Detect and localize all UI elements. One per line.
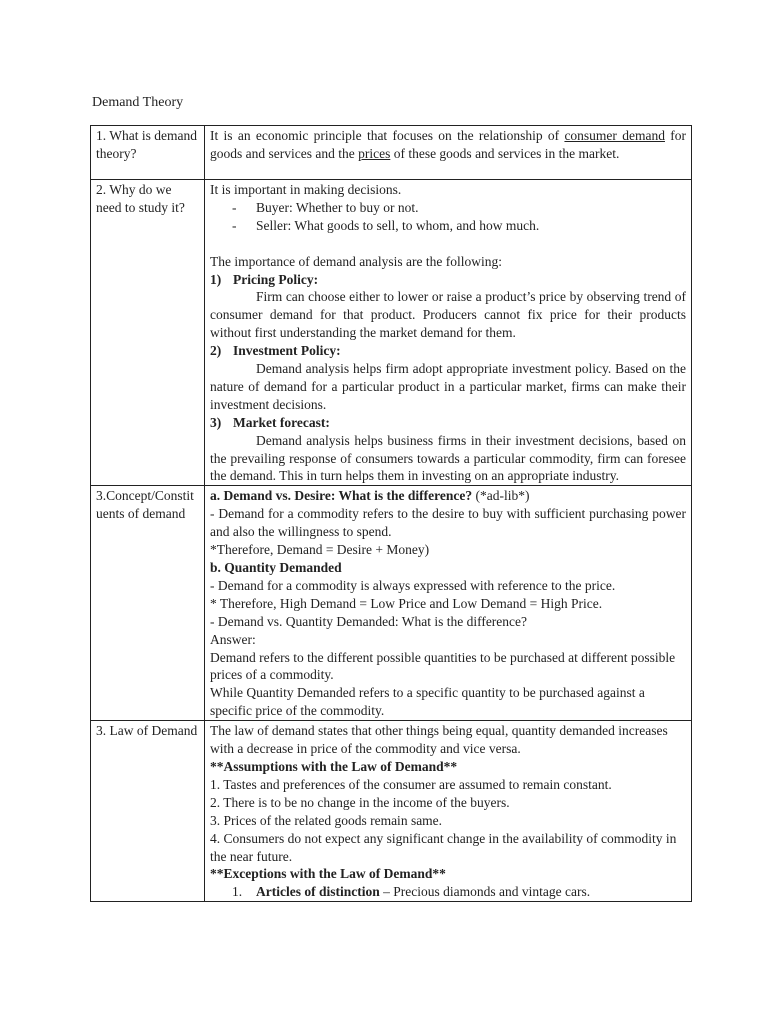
- section-b-heading: b. Quantity Demanded: [210, 560, 342, 576]
- answer-label: Answer:: [210, 631, 256, 647]
- question-cell: 3.Concept/Constituents of demand: [91, 486, 205, 721]
- section-a-heading: a. Demand vs. Desire: What is the difference? (*ad-lib*): [210, 488, 530, 504]
- text-line: - Demand vs. Quantity Demanded: What is the difference?: [210, 613, 528, 629]
- question-cell: 1. What is demand theory?: [91, 126, 205, 180]
- text-line: - Demand for a commodity refers to the desire to buy with sufficient purchasing power and also the willingness to spend.: [210, 506, 686, 540]
- table-row: [91, 721, 692, 902]
- list-item: 3. Prices of the related goods remain same.: [210, 812, 443, 828]
- consumer-demand-link[interactable]: consumer demand: [564, 128, 665, 143]
- question-cell: 3. Law of Demand: [91, 721, 205, 902]
- list-item: 4. Consumers do not expect any significant change in the availability of commodity in the near future.: [210, 830, 677, 864]
- answer-cell: [205, 721, 692, 902]
- item-heading: 2) Investment Policy:: [210, 343, 341, 359]
- answer-cell: [205, 180, 692, 486]
- table-row: [91, 126, 692, 180]
- demand-theory-table: [90, 125, 692, 902]
- list-item: 1. Articles of distinction – Precious diamonds and vintage cars.: [232, 884, 591, 900]
- answer-cell: [205, 486, 692, 721]
- question-cell: 2. Why do we need to study it?: [91, 180, 205, 486]
- item-heading: 3) Market forecast:: [210, 414, 330, 430]
- importance-intro: The importance of demand analysis are the following:: [210, 253, 503, 269]
- item-heading: 1) Pricing Policy:: [210, 271, 319, 287]
- text-line: *Therefore, Demand = Desire + Money): [210, 542, 430, 558]
- text-line: * Therefore, High Demand = Low Price and Low Demand = High Price.: [210, 595, 603, 611]
- list-item: - Seller: What goods to sell, to whom, and how much.: [232, 217, 540, 233]
- text-line: - Demand for a commodity is always expressed with reference to the price.: [210, 577, 616, 593]
- exceptions-heading: **Exceptions with the Law of Demand**: [210, 866, 446, 882]
- list-item: - Buyer: Whether to buy or not.: [232, 199, 419, 215]
- item-text: Demand analysis helps business firms in their investment decisions, based on the prevailing response of consumers towards a particular commodity, firm can foresee the demand. This in turn helps them in investing on an appropriate industry.: [210, 432, 686, 484]
- table-row: [91, 486, 692, 721]
- spacer: [210, 235, 686, 253]
- prices-link[interactable]: prices: [358, 145, 391, 161]
- document-title: Demand Theory: [92, 95, 184, 110]
- answer-cell: It is an economic principle that focuses on the relationship of consumer demand for goods and services and the prices of these goods and services in the market.: [205, 126, 692, 180]
- text-line: Demand refers to the different possible quantities to be purchased at different possible prices of a commodity.: [210, 649, 676, 683]
- item-text: Demand analysis helps firm adopt appropriate investment policy. Based on the nature of demand for a particular product in a particular market, firms can make their investment decisions.: [210, 361, 686, 412]
- item-text: Firm can choose either to lower or raise a product’s price by observing trend of consumer demand for that product. Producers cannot fix price for their products without first understanding the market demand for them.: [210, 289, 686, 341]
- list-item: 1. Tastes and preferences of the consumer are assumed to remain constant.: [210, 776, 612, 792]
- answer-intro: It is important in making decisions.: [210, 182, 402, 197]
- assumptions-heading: **Assumptions with the Law of Demand**: [210, 758, 458, 774]
- list-item: 2. There is to be no change in the income of the buyers.: [210, 794, 510, 810]
- text-line: While Quantity Demanded refers to a specific quantity to be purchased against a specific price of the commodity.: [210, 685, 645, 719]
- text-line: The law of demand states that other things being equal, quantity demanded increases with a decrease in price of the commodity and vice versa.: [210, 723, 668, 757]
- table-row: [91, 180, 692, 486]
